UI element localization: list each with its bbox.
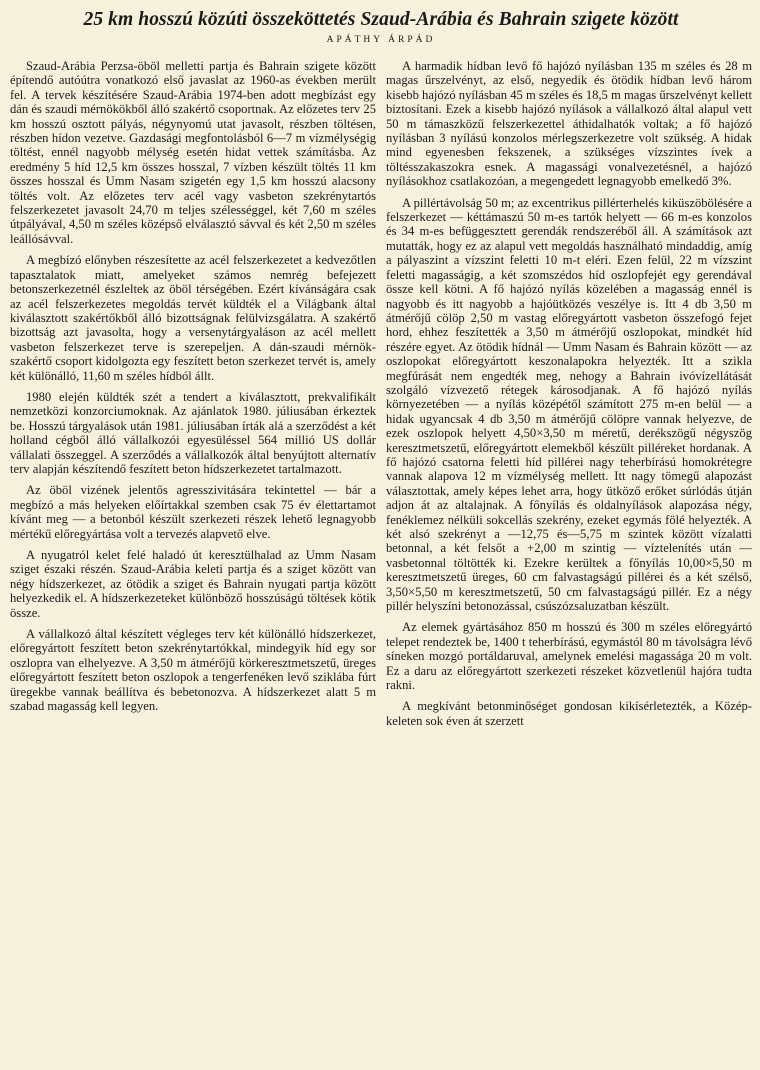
- paragraph: 1980 elején küldték szét a tendert a kiválasztott, prekvalifikált nemzetközi konzorciumoknak. Az ajánlatok 1980. júliusában érkeztek be. Hosszú tárgyalások után 1981. júliusában írták alá a szerződést a két holland cégből álló vállalkozói egyesüléssel 564 millió US dollár vállalati összeggel. A szerződés a vállalkozók által benyújtott alternatív terv alapján készítendő feszített beton hídszerkezetet tartalmazott.: [10, 389, 376, 476]
- right-column: [386, 59, 752, 735]
- paragraph: A megkívánt betonminőséget gondosan kikísérletezték, a Közép-keleten sok éven át szerzett: [386, 699, 752, 728]
- article-body: [10, 59, 752, 735]
- paragraph: A megbízó előnyben részesítette az acél felszerkezetet a kedvezőtlen tapasztalatok miatt, amelyeket számos nemrég befejezett betonszerkezetnél észleltek az öböl térségében. Ezért kívánságára csak az acél felszerkezetes megoldás tervét küldték el a Világbank által kiválasztott szakértőkből álló bizottságnak felülvizsgálatra. A szakértő bizottság azt javasolta, hogy a versenytárgyaláson az acél mellett vasbeton felszerkezet terve is szerepeljen. A dán-szaudi mérnök-szakértő csoport kidolgozta egy feszített beton szerkezet tervét is, amely két különálló, 11,60 m széles hídból állt.: [10, 253, 376, 383]
- paragraph: Szaud-Arábia Perzsa-öböl melletti partja és Bahrain szigete között építendő autóútra vonatkozó első javaslat az 1960-as években merült fel. A tervek készítésére Szaud-Arábia 1974-ben adott megbízást egy dán és szaudi mérnökökből álló szakértő csoportnak. Az előzetes terv 25 km hosszú osztott pályás, négynyomú utat javasolt, részben töltésen, részben hídon vezetve. Gazdasági megfontolásból 6—7 m vízmélységig töltést, ennél nagyobb mélység esetén hidat vettek számításba. Az eredmény 5 híd 12,5 km összes hosszal, 7 vízben készült töltés 11 km összes hosszal és Umm Nasam szigetén egy 1,5 km hosszú alacsony töltés volt. Az előzetes terv acél vagy vasbeton szekrénytartós felszerkezetet javasolt 24,70 m teljes szélességgel, két 7,60 m széles útpályával, 4,50 m széles középső elválasztó sávval és két 2,50 m széles leállósávval.: [10, 59, 376, 246]
- paragraph: Az elemek gyártásához 850 m hosszú és 300 m széles előregyártó telepet rendeztek be, 1400 t teherbírású, egymástól 80 m távolságra lévő síneken mozgó portáldaruval, amelynek emelési magassága 20 m volt. Ez a daru az előregyártott szerkezeti részeket közvetlenül hajóra tudta rakni.: [386, 620, 752, 693]
- article-title: 25 km hosszú közúti összeköttetés Szaud-Arábia és Bahrain szigete között: [83, 9, 679, 30]
- paragraph: Az öböl vizének jelentős agresszivitására tekintettel — bár a megbízó a más helyeken előírtakkal szemben csak 75 év élettartamot kívánt meg — a betonból készült szerkezeti részek lehető legnagyobb mértékű előregyártása volt a tervezés alapvető elve.: [10, 483, 376, 541]
- paragraph: A vállalkozó által készített végleges terv két különálló hídszerkezet, előregyártott feszített beton szekrénytartókkal, mindegyik híd egy sor oszlopra van elhelyezve. A 3,50 m átmérőjű körkeresztmetszetű, üreges előregyártott feszített beton oszlopok a tengerfenéken levő sziklába fúrt üregekbe vannak beállítva és bebetonozva. A hídszerkezet alatt 5 m szabad magasság kell legyen.: [10, 627, 376, 714]
- paragraph: A harmadik hídban levő fő hajózó nyílásban 135 m széles és 28 m magas űrszelvényt, az első, negyedik és ötödik hídban levő három kisebb hajózó nyílásban 45 m széles és 18,5 m magas űrszelvényt kellett biztosítani. Ezek a kisebb hajózó nyílások a vállalkozó által alapul vett 50 m támaszközű felszerkezettel áthidalhatók voltak; a fő hajózó nyílásban 3 nyílású konzolos mérlegszerkezetre volt szükség. A hidak mind egyenesben fekszenek, a szükséges vízszintes ívek a töltésszakaszokra esnek. A magassági vonalvezetésnél, a hajózó nyílásokhoz csatlakozóan, a megengedett legnagyobb emelkedő 3%.: [386, 59, 752, 189]
- article-author: APÁTHY ÁRPÁD: [326, 35, 436, 45]
- paragraph: A pillértávolság 50 m; az excentrikus pillérterhelés kiküszöbölésére a felszerkezet — kéttámaszú 50 m-es tartók helyett — 66 m-es konzolos és 34 m-es befüggesztett gerendák rendszeréből áll. A számítások azt mutatták, hogy ez az alapul vett megoldás használható mindaddig, amíg a pályaszint a vízszint feletti 10 m-t eléri. Ezen felül, 22 m vízszint feletti magasságig, a két szomszédos híd oszlopfejét egy gerendával össze kell kötni. A fő hajózó nyílás közelében a magasság ennél is nagyobb és itt nagyobb a hajóütközés veszélye is. Itt 4 db 3,50 m átmérőjű cölöp 2,50 m vastag előregyártott vasbeton összefogó fejet hord, ehhez feszítették a 3,50 m átmérőjű oszlopokat, mindkét híd részére egyet. Az ötödik hídnál — Umm Nasam és Bahrain között — az oszlopokat előregyártott keszonalapokra helyezték. Itt a sziklа megfúrását nem engedték meg, nehogy a Bahrain ivóvízellátását szolgáló vízvezető rétegek károsodjanak. A fő hajózó nyílás környezetében — a nyílás középétől számított 275 m-en belül — a hidak ugyancsak 4 db 3,50 m átmérőjű cölöpre vannak helyezve, de ezek oszlopok helyett 4,50×3,50 m méretű, derékszögű négyszög keresztmetszetű, előregyártott elemekből készült pilléreket hordanak. A fő hajózó csatorna feletti híd pillérei nagy teherbírású homokrétegre vannak alapova 12 m vízmélység mellett. Itt nagy tömegű alapozást választottak, amely képes lehet arra, hogy ütköző erőket súrlódás útján adjon át az altalajnak. A főnyílás és oldalnyílások alapozása négy, fenéklemez nélküli sokcellás szekrény, ezeket egymás fölé helyezték. A két alsó szekrényt a —12,75 és—5,75 m szintek között vízalatti betonnal, a két felsőt a +2,00 m szintig — víztelenítés után — vasbetonnal töltötték ki. Ezekre kerültek a főnyílás 10,00×5,50 m keresztmetszetű üreges, 60 cm falvastagságú pillérei és a két szélső, 3,50×5,50 m keresztmetszetű, 50 cm falvastagságú pillér. Ez a négy pillér helyszíni betonozással, csúszózsaluzatban készült.: [386, 195, 752, 614]
- paragraph: A nyugatról kelet felé haladó út keresztülhalad az Umm Nasam sziget északi részén. Szaud-Arábia keleti partja és a sziget között van négy hídszerkezet, az ötödik a sziget és Bahrain nyugati partja között helyezkedik el. A hídszerkezeteket különböző hosszúságú töltések kötik össze.: [10, 548, 376, 620]
- left-column: [10, 59, 376, 735]
